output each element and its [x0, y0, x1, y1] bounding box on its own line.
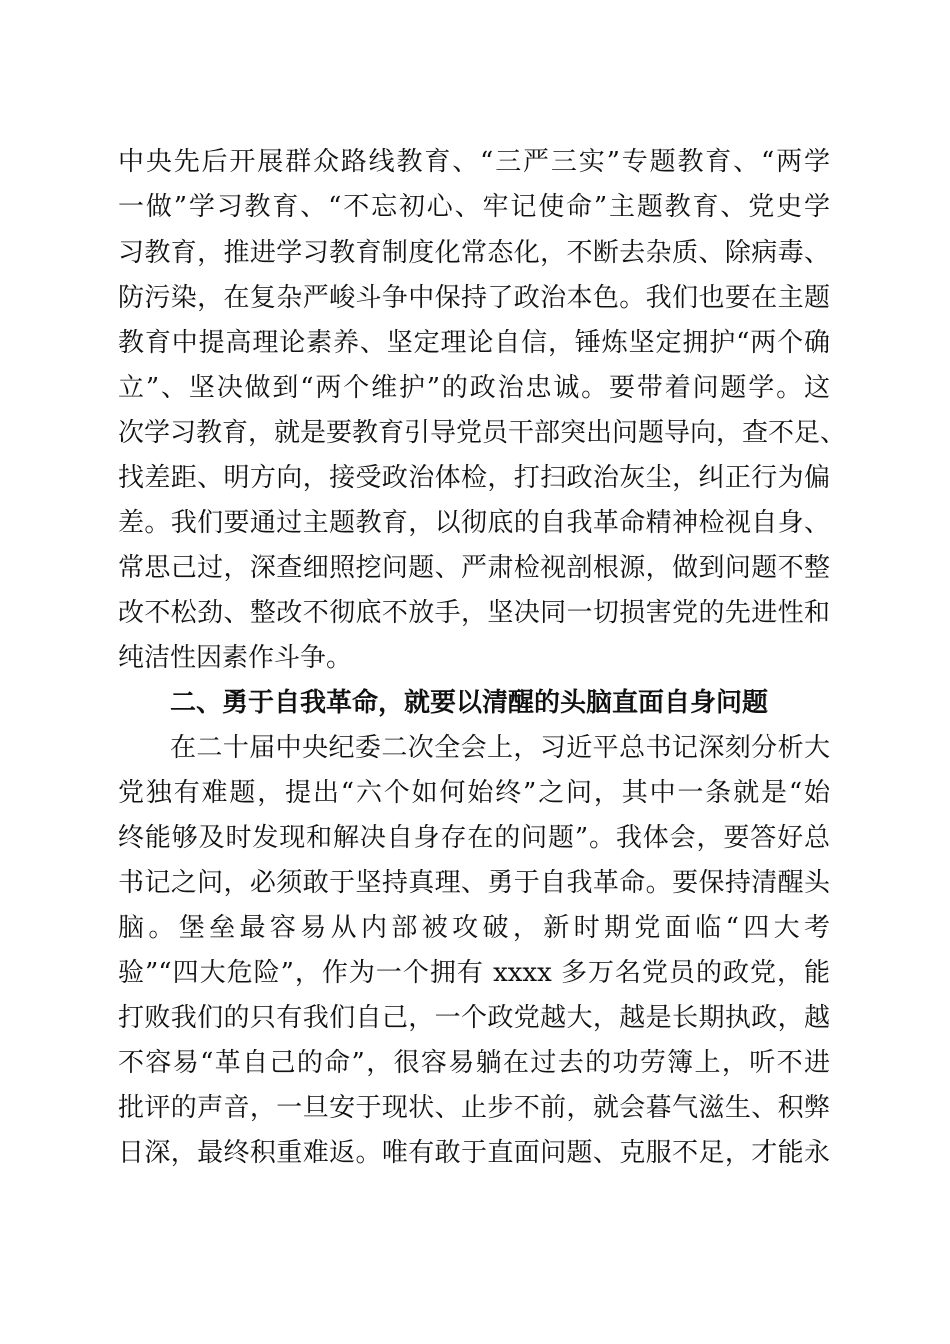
- paragraph-1-line-1: 中央先后开展群众路线教育、“三严三实”专题教育、“两学: [118, 147, 830, 177]
- paragraph-1-line-5: 教育中提高理论素养、坚定理论自信，锤炼坚定拥护“两个确: [118, 328, 830, 358]
- section-heading: 二、勇于自我革命，就要以清醒的头脑直面自身问题: [170, 688, 769, 718]
- paragraph-2-line-2: 党独有难题，提出“六个如何始终”之问，其中一条就是“始: [118, 778, 830, 808]
- paragraph-1-line-9: 差。我们要通过主题教育，以彻底的自我革命精神检视自身、: [118, 508, 830, 538]
- paragraph-2-line-3: 终能够及时发现和解决自身存在的问题”。我体会，要答好总: [118, 823, 830, 853]
- paragraph-1-line-6: 立”、坚决做到“两个维护”的政治忠诚。要带着问题学。这: [118, 373, 830, 403]
- paragraph-1-line-7: 次学习教育，就是要教育引导党员干部突出问题导向，查不足、: [118, 418, 847, 448]
- paragraph-2-line-9: 批评的声音，一旦安于现状、止步不前，就会暮气滋生、积弊: [118, 1093, 830, 1123]
- paragraph-1-line-12: 纯洁性因素作斗争。: [118, 643, 353, 673]
- paragraph-2-line-7: 打败我们的只有我们自己，一个政党越大，越是长期执政，越: [118, 1003, 830, 1033]
- paragraph-1-line-4: 防污染，在复杂严峻斗争中保持了政治本色。我们也要在主题: [118, 283, 830, 313]
- paragraph-1-line-3: 习教育，推进学习教育制度化常态化，不断去杂质、除病毒、: [118, 238, 830, 268]
- paragraph-2-line-5: 脑。堡垒最容易从内部被攻破，新时期党面临“四大考: [118, 913, 830, 943]
- paragraph-2-line-1: 在二十届中央纪委二次全会上，习近平总书记深刻分析大: [170, 733, 830, 763]
- paragraph-2-line-10: 日深，最终积重难返。唯有敢于直面问题、克服不足，才能永: [118, 1138, 830, 1168]
- paragraph-2-line-8: 不容易“革自己的命”，很容易躺在过去的功劳簿上，听不进: [118, 1048, 830, 1078]
- paragraph-2-line-4: 书记之问，必须敢于坚持真理、勇于自我革命。要保持清醒头: [118, 868, 830, 898]
- paragraph-1-line-2: 一做”学习教育、“不忘初心、牢记使命”主题教育、党史学: [118, 192, 830, 222]
- paragraph-1-line-11: 改不松劲、整改不彻底不放手，坚决同一切损害党的先进性和: [118, 598, 830, 628]
- paragraph-1-line-10: 常思己过，深查细照挖问题、严肃检视剖根源，做到问题不整: [118, 553, 830, 583]
- paragraph-2-line-6: 验”“四大危险”，作为一个拥有 xxxx 多万名党员的政党，能: [118, 958, 830, 988]
- paragraph-1-line-8: 找差距、明方向，接受政治体检，打扫政治灰尘，纠正行为偏: [118, 463, 830, 493]
